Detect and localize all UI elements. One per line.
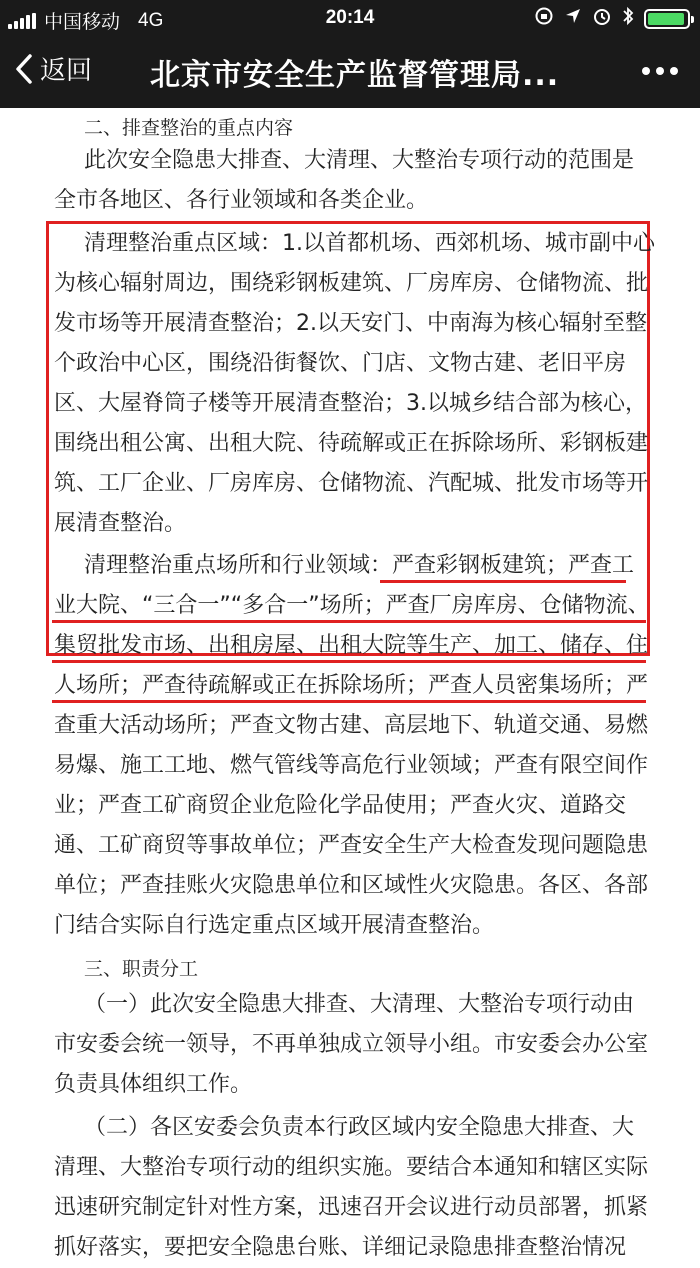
status-bar	[0, 0, 700, 36]
status-right	[524, 6, 690, 31]
back-chevron-icon	[14, 53, 34, 85]
red-underline-1	[380, 580, 626, 583]
more-icon[interactable]	[636, 67, 678, 75]
red-underline-2	[52, 620, 646, 623]
section2-heading: 二、排查整治的重点内容	[84, 117, 294, 139]
alarm-icon	[592, 6, 612, 31]
article-content	[0, 108, 700, 1260]
section3-heading: 三、职责分工	[84, 958, 199, 980]
paragraph-key-areas: 清理整治重点区域：1.以首都机场、西郊机场、城市副中心 为核心辐射周边，围绕彩钢板建筑、厂房库房、仓储物流、批 发市场等开展清查整治；2.以天安门、中南海为核心辐射至整 个政治中心区，围绕沿街餐饮、门店、文物古建、老旧平房 区、大屋脊筒子楼等开展清查整治；3.以城乡结合部为核心， 围绕出租公寓、出租大院、待疏解或正在拆除场所、彩钢板建 筑、工厂企业、厂房库房、仓储物流、汽配城、批发市场等开 展清查整治。	[54, 231, 655, 536]
paragraph-key-places: 清理整治重点场所和行业领域：严查彩钢板建筑；严查工 业大院、“三合一”“多合一”场所；严查厂房库房、仓储物流、 集贸批发市场、出租房屋、出租大院等生产、加工、储存、住 人场所；严查待疏解或正在拆除场所；严查人员密集场所；严 查重大活动场所；严查文物古建、高层地下、轨道交通、易燃 易爆、施工工地、燃气管线等高危行业领域；严查有限空间作 业；严查工矿商贸企业危险化学品使用；严查火灾、道路交 通、工矿商贸等事故单位；严查安全生产大检查发现问题隐患 单位；严查挂账火灾隐患单位和区域性火灾隐患。各区、各部 门结合实际自行选定重点区域开展清查整治。	[54, 553, 650, 938]
paragraph-duty-2: （二）各区安委会负责本行政区域内安全隐患大排查、大 清理、大整治专项行动的组织实施。要结合本通知和辖区实际 迅速研究制定针对性方案，迅速召开会议进行动员部署，抓紧 抓好落实，要把安全隐患台账、详细记录隐患排查整治情况	[54, 1115, 649, 1260]
bluetooth-icon	[622, 6, 634, 31]
location-icon	[564, 7, 582, 30]
nav-bar	[0, 36, 700, 108]
lock-rotation-icon	[534, 6, 554, 31]
carrier-label: 中国移动	[44, 12, 121, 33]
back-button[interactable]	[14, 50, 92, 87]
paragraph-scope: 此次安全隐患大排查、大清理、大整治专项行动的范围是 全市各地区、各行业领域和各类企业。	[54, 148, 635, 213]
network-label: 4G	[138, 9, 164, 31]
red-underline-4	[52, 700, 646, 703]
red-underline-3	[52, 660, 646, 663]
page-title: 北京市安全生产监督管理局...	[150, 58, 560, 93]
battery-icon	[644, 9, 690, 29]
paragraph-duty-1: （一）此次安全隐患大排查、大清理、大整治专项行动由 市安委会统一领导，不再单独成立领导小组。市安委会办公室 负责具体组织工作。	[54, 992, 649, 1097]
back-label: 返回	[40, 56, 93, 86]
clock: 20:14	[325, 7, 375, 28]
